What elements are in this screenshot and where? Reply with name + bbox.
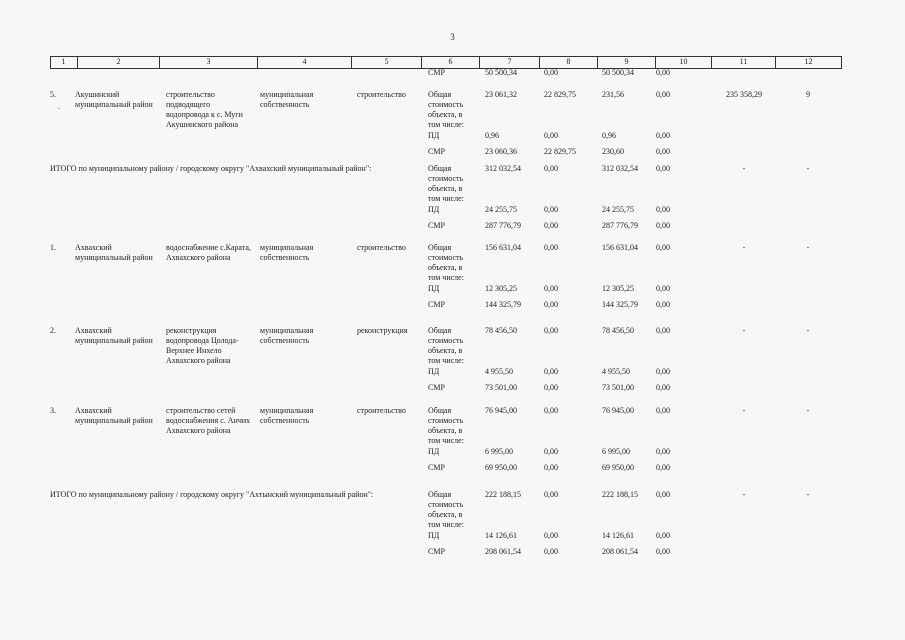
top-c9: 50 500,34 [602,68,634,77]
pd-c7: 6 995,00 [485,447,513,456]
ownership: муниципальная собственность [260,243,314,262]
region-name: Акушинский муниципальный район [75,90,153,109]
smr-c8: 22 829,75 [544,147,576,156]
total-c8: 0,00 [544,326,558,335]
row-number: 2. [50,326,56,335]
pd-label: ПД [428,367,440,376]
pd-c7: 4 955,50 [485,367,513,376]
itogo-label: ИТОГО по муниципальному району / городскому округу "Ахтынский муниципальный район": [50,490,374,499]
pd-c7: 24 255,75 [485,205,517,214]
row-number: 1. [50,243,56,252]
column-header: 9 [598,56,656,68]
pd-c8: 0,00 [544,531,558,540]
smr-c10: 0,00 [656,463,670,472]
work-type: строительство [357,406,406,415]
total-label: Общая стоимость объекта, в том числе: [428,406,464,445]
smr-c10: 0,00 [656,300,670,309]
total-c11: - [742,326,746,335]
total-c9: 222 188,15 [602,490,638,499]
total-c7: 312 032,54 [485,164,521,173]
smr-label: СМР [428,547,445,556]
pd-c8: 0,00 [544,447,558,456]
smr-label: СМР [428,147,445,156]
total-c9: 78 456,50 [602,326,634,335]
smr-c9: 230,60 [602,147,624,156]
pd-c8: 0,00 [544,131,558,140]
pd-c10: 0,00 [656,531,670,540]
work-type: строительство [357,90,406,99]
total-c10: 0,00 [656,406,670,415]
pd-c7: 0,96 [485,131,499,140]
itogo-label: ИТОГО по муниципальному району / городскому округу "Ахвахский муниципальный район": [50,164,372,173]
total-c12: 9 [806,90,810,99]
pd-c7: 14 126,61 [485,531,517,540]
column-header: 6 [422,56,480,68]
total-c8: 22 829,75 [544,90,576,99]
region-name: Ахвахский муниципальный район [75,243,153,262]
top-c8: 0,00 [544,68,558,77]
total-c8: 0,00 [544,406,558,415]
smr-c9: 144 325,79 [602,300,638,309]
smr-c8: 0,00 [544,547,558,556]
smr-c8: 0,00 [544,300,558,309]
object-name: строительство подводящего водопровода к с. Муги Акушинского района [166,90,243,129]
column-header: 1 [50,56,78,68]
object-name: реконструкция водопровода Цолода-Верхнее Инхело Ахвахского района [166,326,239,365]
region-name: Ахвахский муниципальный район [75,406,153,425]
smr-label: СМР [428,300,445,309]
pd-c10: 0,00 [656,131,670,140]
pd-c10: 0,00 [656,205,670,214]
pd-c9: 0,96 [602,131,616,140]
total-c10: 0,00 [656,490,670,499]
smr-label: СМР [428,463,445,472]
pd-label: ПД [428,205,440,214]
pd-c7: 12 305,25 [485,284,517,293]
smr-c9: 69 950,00 [602,463,634,472]
smr-c7: 73 501,00 [485,383,517,392]
smr-label: СМР [428,221,445,230]
pd-c10: 0,00 [656,284,670,293]
column-header: 7 [480,56,540,68]
smr-c9: 287 776,79 [602,221,638,230]
total-c7: 222 188,15 [485,490,521,499]
total-c8: 0,00 [544,164,558,173]
total-label: Общая стоимость объекта, в том числе: [428,243,464,282]
column-header: 4 [258,56,352,68]
total-c10: 0,00 [656,326,670,335]
total-c7: 23 061,32 [485,90,517,99]
top-c6: СМР [428,68,445,77]
total-label: Общая стоимость объекта, в том числе: [428,164,464,203]
total-c9: 156 631,04 [602,243,638,252]
ownership: муниципальная собственность [260,326,314,345]
total-c10: 0,00 [656,164,670,173]
total-c7: 78 456,50 [485,326,517,335]
total-c8: 0,00 [544,243,558,252]
total-label: Общая стоимость объекта, в том числе: [428,90,464,129]
smr-c7: 208 061,54 [485,547,521,556]
region-name: Ахвахский муниципальный район [75,326,153,345]
column-header: 10 [656,56,712,68]
pd-c9: 12 305,25 [602,284,634,293]
smr-c9: 73 501,00 [602,383,634,392]
total-c12: - [806,243,810,252]
pd-c8: 0,00 [544,205,558,214]
total-c7: 76 945,00 [485,406,517,415]
top-c10: 0,00 [656,68,670,77]
work-type: реконструкция [357,326,408,335]
total-c8: 0,00 [544,490,558,499]
column-header: 11 [712,56,776,68]
pd-c9: 6 995,00 [602,447,630,456]
total-c12: - [806,490,810,499]
smr-c10: 0,00 [656,221,670,230]
smr-c7: 23 060,36 [485,147,517,156]
pd-c8: 0,00 [544,284,558,293]
object-name: водоснабжение с.Карата, Ахвахского района [166,243,251,262]
total-c9: 231,56 [602,90,624,99]
smr-label: СМР [428,383,445,392]
smr-c10: 0,00 [656,547,670,556]
total-c9: 312 032,54 [602,164,638,173]
total-c12: - [806,406,810,415]
smr-c8: 0,00 [544,463,558,472]
column-header: 2 [78,56,160,68]
pd-c9: 14 126,61 [602,531,634,540]
total-c12: - [806,326,810,335]
pd-c9: 24 255,75 [602,205,634,214]
smr-c10: 0,00 [656,383,670,392]
total-c7: 156 631,04 [485,243,521,252]
column-header: 3 [160,56,258,68]
total-c11: 235 358,29 [726,90,762,99]
pd-c9: 4 955,50 [602,367,630,376]
pd-label: ПД [428,531,440,540]
total-label: Общая стоимость объекта, в том числе: [428,326,464,365]
pd-label: ПД [428,131,440,140]
smr-c8: 0,00 [544,221,558,230]
column-header: 12 [804,57,813,66]
column-header: 5 [352,56,422,68]
object-name: строительство сетей водоснабжения с. Анчих Ахвахского района [166,406,251,435]
pd-c8: 0,00 [544,367,558,376]
total-label: Общая стоимость объекта, в том числе: [428,490,464,529]
total-c10: 0,00 [656,90,670,99]
pd-c10: 0,00 [656,447,670,456]
total-c11: - [742,243,746,252]
pd-label: ПД [428,447,440,456]
ownership: муниципальная собственность [260,90,314,109]
row-number: 5. [50,90,56,99]
top-c7: 50 500,34 [485,68,517,77]
smr-c7: 144 325,79 [485,300,521,309]
total-c9: 76 945,00 [602,406,634,415]
page-number: 3 [450,32,455,42]
column-header: 8 [540,56,598,68]
ownership: муниципальная собственность [260,406,314,425]
row-dot: . [58,102,60,111]
pd-c10: 0,00 [656,367,670,376]
total-c11: - [742,164,746,173]
total-c11: - [742,490,746,499]
total-c10: 0,00 [656,243,670,252]
smr-c8: 0,00 [544,383,558,392]
smr-c7: 287 776,79 [485,221,521,230]
smr-c7: 69 950,00 [485,463,517,472]
total-c12: - [806,164,810,173]
smr-c9: 208 061,54 [602,547,638,556]
pd-label: ПД [428,284,440,293]
row-number: 3. [50,406,56,415]
work-type: строительство [357,243,406,252]
smr-c10: 0,00 [656,147,670,156]
total-c11: - [742,406,746,415]
